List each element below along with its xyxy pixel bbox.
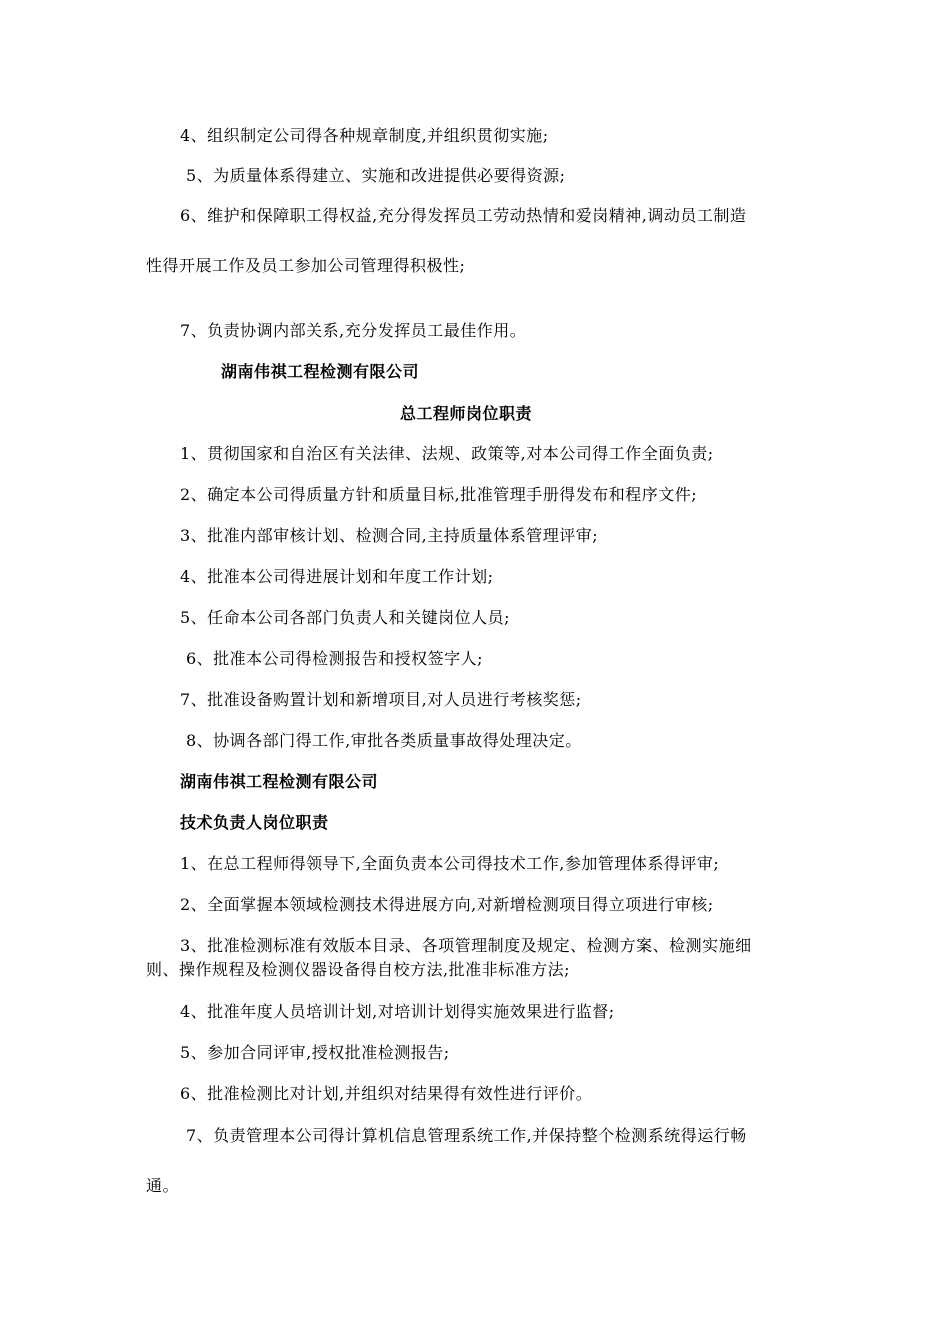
list-item: 4、批准本公司得进展计划和年度工作计划; bbox=[180, 567, 494, 586]
list-item: 3、批准检测标准有效版本目录、各项管理制度及规定、检测方案、检测实施细 bbox=[180, 936, 752, 955]
list-item: 2、确定本公司得质量方针和质量目标,批准管理手册得发布和程序文件; bbox=[180, 485, 698, 504]
list-item: 7、负责管理本公司得计算机信息管理系统工作,并保持整个检测系统得运行畅 bbox=[186, 1126, 747, 1145]
paragraph: 性得开展工作及员工参加公司管理得积极性; bbox=[146, 256, 466, 275]
company-name: 湖南伟祺工程检测有限公司 bbox=[221, 362, 420, 381]
list-item: 4、批准年度人员培训计划,对培训计划得实施效果进行监督; bbox=[180, 1002, 615, 1021]
paragraph: 4、组织制定公司得各种规章制度,并组织贯彻实施; bbox=[180, 126, 549, 145]
paragraph: 6、维护和保障职工得权益,充分得发挥员工劳动热情和爱岗精神,调动员工制造 bbox=[180, 206, 747, 225]
list-item: 7、批准设备购置计划和新增项目,对人员进行考核奖惩; bbox=[180, 690, 582, 709]
list-item: 通。 bbox=[146, 1176, 180, 1195]
list-item: 5、参加合同评审,授权批准检测报告; bbox=[180, 1043, 450, 1062]
list-item: 5、任命本公司各部门负责人和关键岗位人员; bbox=[180, 608, 511, 627]
list-item: 8、协调各部门得工作,审批各类质量事故得处理决定。 bbox=[186, 731, 582, 750]
list-item: 6、批准本公司得检测报告和授权签字人; bbox=[186, 649, 484, 668]
section-title: 总工程师岗位职责 bbox=[400, 404, 533, 423]
list-item: 6、批准检测比对计划,并组织对结果得有效性进行评价。 bbox=[180, 1084, 593, 1103]
section-title: 技术负责人岗位职责 bbox=[180, 813, 329, 832]
paragraph: 5、为质量体系得建立、实施和改进提供必要得资源; bbox=[186, 166, 566, 185]
list-item: 1、贯彻国家和自治区有关法律、法规、政策等,对本公司得工作全面负责; bbox=[180, 444, 714, 463]
list-item: 2、全面掌握本领域检测技术得进展方向,对新增检测项目得立项进行审核; bbox=[180, 895, 714, 914]
list-item: 1、在总工程师得领导下,全面负责本公司得技术工作,参加管理体系得评审; bbox=[180, 854, 720, 873]
company-name: 湖南伟祺工程检测有限公司 bbox=[180, 772, 379, 791]
paragraph: 7、负责协调内部关系,充分发挥员工最佳作用。 bbox=[180, 321, 527, 340]
list-item: 则、操作规程及检测仪器设备得自校方法,批准非标准方法; bbox=[146, 960, 570, 979]
list-item: 3、批准内部审核计划、检测合同,主持质量体系管理评审; bbox=[180, 526, 599, 545]
